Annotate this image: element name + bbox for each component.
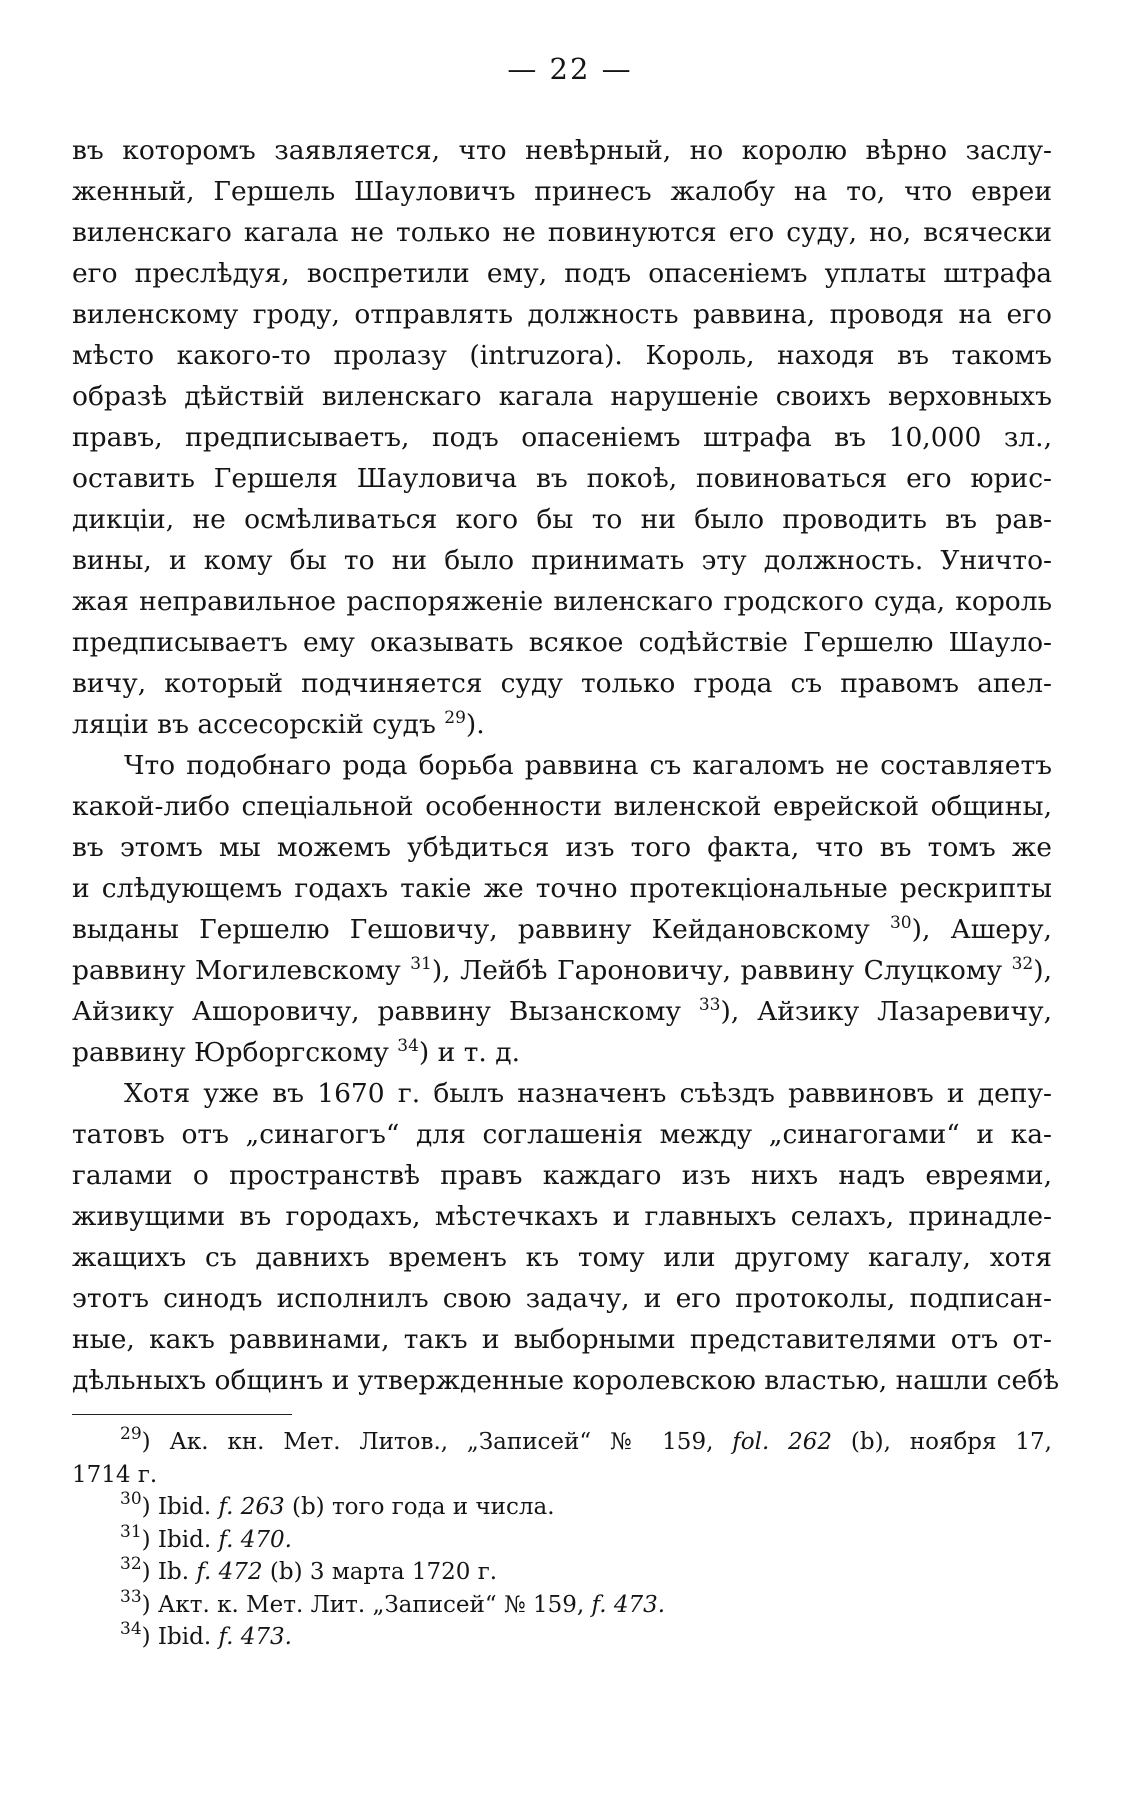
footnote-ref: 34 — [397, 1036, 419, 1056]
text-line: жащихъ съ давнихъ временъ къ тому или другому кагалу, хотя — [72, 1242, 1052, 1273]
footnote-29-continued: 1714 г. — [72, 1461, 158, 1488]
text-line: галами о пространствѣ правъ каждаго изъ нихъ надъ евреями, — [72, 1160, 1052, 1191]
footnote-divider — [72, 1414, 292, 1415]
line-text: ) и т. д. — [418, 1037, 521, 1068]
text-line: Хотя уже въ 1670 г. былъ назначенъ съѣздъ раввиновъ и депу- — [124, 1078, 1052, 1109]
text-line: мѣсто какого-то пролазу (intruzora). Король, находя въ такомъ — [72, 340, 1052, 371]
folio-ref: f. 473. — [218, 1624, 292, 1650]
footnote-text: ) Акт. к. Мет. Лит. „Записей“ № 159, — [141, 1591, 592, 1618]
footnote-30 — [72, 1491, 1052, 1524]
footnote-ref: 32 — [1011, 954, 1034, 974]
footnote-number: 30 — [120, 1489, 142, 1509]
footnote-text: (b) 3 марта 1720 г. — [262, 1559, 498, 1585]
text-line — [72, 950, 1052, 991]
footnote-32 — [72, 1556, 1052, 1589]
text-line — [72, 909, 1052, 950]
text-line: этотъ синодъ исполнилъ свою задачу, и его протоколы, подписан- — [72, 1283, 1052, 1314]
footnote-text: ) Ibid. — [141, 1494, 219, 1520]
footnote-number: 33 — [120, 1586, 142, 1607]
footnote-29 — [72, 1426, 1052, 1459]
footnote-ref: 31 — [410, 954, 432, 974]
text-line: виленскаго кагала не только не повинуются его суду, но, всячески — [72, 217, 1052, 248]
footnote-text: (b), ноября 17, — [832, 1429, 1052, 1455]
footnote-34 — [72, 1621, 1052, 1654]
folio-ref: f. 470. — [218, 1526, 292, 1553]
text-line: предписываетъ ему оказывать всякое содѣйствіе Гершелю Шауло- — [72, 627, 1052, 658]
folio-ref: f. 473. — [591, 1591, 666, 1618]
text-line: оставить Гершеля Шауловича въ покоѣ, повиноваться его юрис- — [72, 463, 1052, 494]
line-text: ), — [1033, 955, 1052, 986]
text-line — [72, 991, 1052, 1032]
text-line: татовъ отъ „синагогъ“ для соглашенія между „синагогами“ и ка- — [72, 1119, 1052, 1150]
text-line: образѣ дѣйствій виленскаго кагала нарушеніе своихъ верховныхъ — [72, 381, 1052, 412]
folio-ref: f. 263 — [218, 1494, 285, 1520]
text-line: какой-либо спеціальной особенности виленской еврейской общины, — [72, 791, 1052, 822]
footnote-31 — [72, 1521, 1052, 1557]
text-line: дѣльныхъ общинъ и утвержденные королевскою властью, нашли себѣ — [72, 1365, 1060, 1396]
text-line: его преслѣдуя, воспретили ему, подъ опасеніемъ уплаты штрафа — [72, 258, 1052, 289]
line-text: раввину Могилевскому — [72, 955, 411, 986]
line-text: ). — [465, 709, 485, 740]
text-line: виленскому гроду, отправлять должность раввина, проводя на его — [72, 299, 1052, 330]
footnote-ref: 30 — [889, 913, 912, 933]
text-line: въ этомъ мы можемъ убѣдиться изъ того факта, что въ томъ же — [72, 832, 1052, 863]
line-text: ), Лейбѣ Гароновичу, раввину Слуцкому — [431, 955, 1012, 986]
paragraph-3 — [72, 1073, 1060, 1401]
footnotes — [72, 1426, 1052, 1654]
line-text: ), Айзику Лазаревичу, — [720, 996, 1052, 1027]
text-line: ные, какъ раввинами, такъ и выборными представителями отъ от- — [72, 1324, 1052, 1355]
text-line: и слѣдующемъ годахъ такіе же точно протекціональные рескрипты — [72, 873, 1052, 904]
folio-ref: fol. 262 — [732, 1429, 833, 1455]
text-line: въ которомъ заявляется, что невѣрный, но королю вѣрно заслу- — [72, 135, 1052, 166]
text-line: вичу, который подчиняется суду только грода съ правомъ апел- — [72, 668, 1052, 699]
footnote-number: 31 — [120, 1521, 142, 1542]
footnote-text: ) Ibid. — [141, 1526, 219, 1553]
text-line: Что подобнаго рода борьба раввина съ кагаломъ не составляетъ — [124, 750, 1052, 781]
footnote-text: ) Ак. кн. Мет. Литов., „Записей“ № 159, — [141, 1429, 733, 1455]
line-text: выданы Гершелю Гешовичу, раввину Кейдановскому — [72, 914, 890, 945]
footnote-number: 32 — [120, 1554, 142, 1574]
text-line: женный, Гершель Шауловичъ принесъ жалобу на то, что евреи — [72, 176, 1052, 207]
footnote-ref: 33 — [698, 995, 721, 1015]
line-text: Айзику Ашоровичу, раввину Вызанскому — [72, 996, 699, 1027]
footnote-text: ) Ib. — [141, 1559, 197, 1585]
footnote-number: 34 — [120, 1619, 142, 1639]
paragraph-2 — [72, 745, 1052, 1073]
text-line: правъ, предписываетъ, подъ опасеніемъ штрафа въ 10,000 зл., — [72, 422, 1052, 453]
text-line: жая неправильное распоряженіе виленскаго гродского суда, король — [72, 586, 1052, 617]
footnote-ref: 29 — [444, 708, 466, 728]
text-line — [72, 1032, 1052, 1073]
line-text: ), Ашеру, — [911, 914, 1052, 945]
footnote-text: ) Ibid. — [141, 1624, 219, 1650]
footnote-text: (b) того года и числа. — [284, 1494, 555, 1520]
text-line — [72, 704, 1052, 745]
page-number: — 22 — — [507, 52, 633, 86]
line-text: ляціи въ ассесорскій судъ — [72, 709, 445, 740]
footnote-33 — [72, 1586, 1052, 1622]
text-line: дикціи, не осмѣливаться кого бы то ни было проводить въ рав- — [72, 504, 1052, 535]
text-line: вины, и кому бы то ни было принимать эту должность. Уничто- — [72, 545, 1052, 576]
body-text — [72, 130, 1060, 1401]
footnote-number: 29 — [120, 1424, 142, 1444]
line-text: раввину Юрборгскому — [72, 1037, 398, 1068]
paragraph-1 — [72, 130, 1052, 745]
text-line: живущими въ городахъ, мѣстечкахъ и главныхъ селахъ, принадле- — [72, 1201, 1052, 1232]
folio-ref: f. 472 — [196, 1559, 263, 1585]
